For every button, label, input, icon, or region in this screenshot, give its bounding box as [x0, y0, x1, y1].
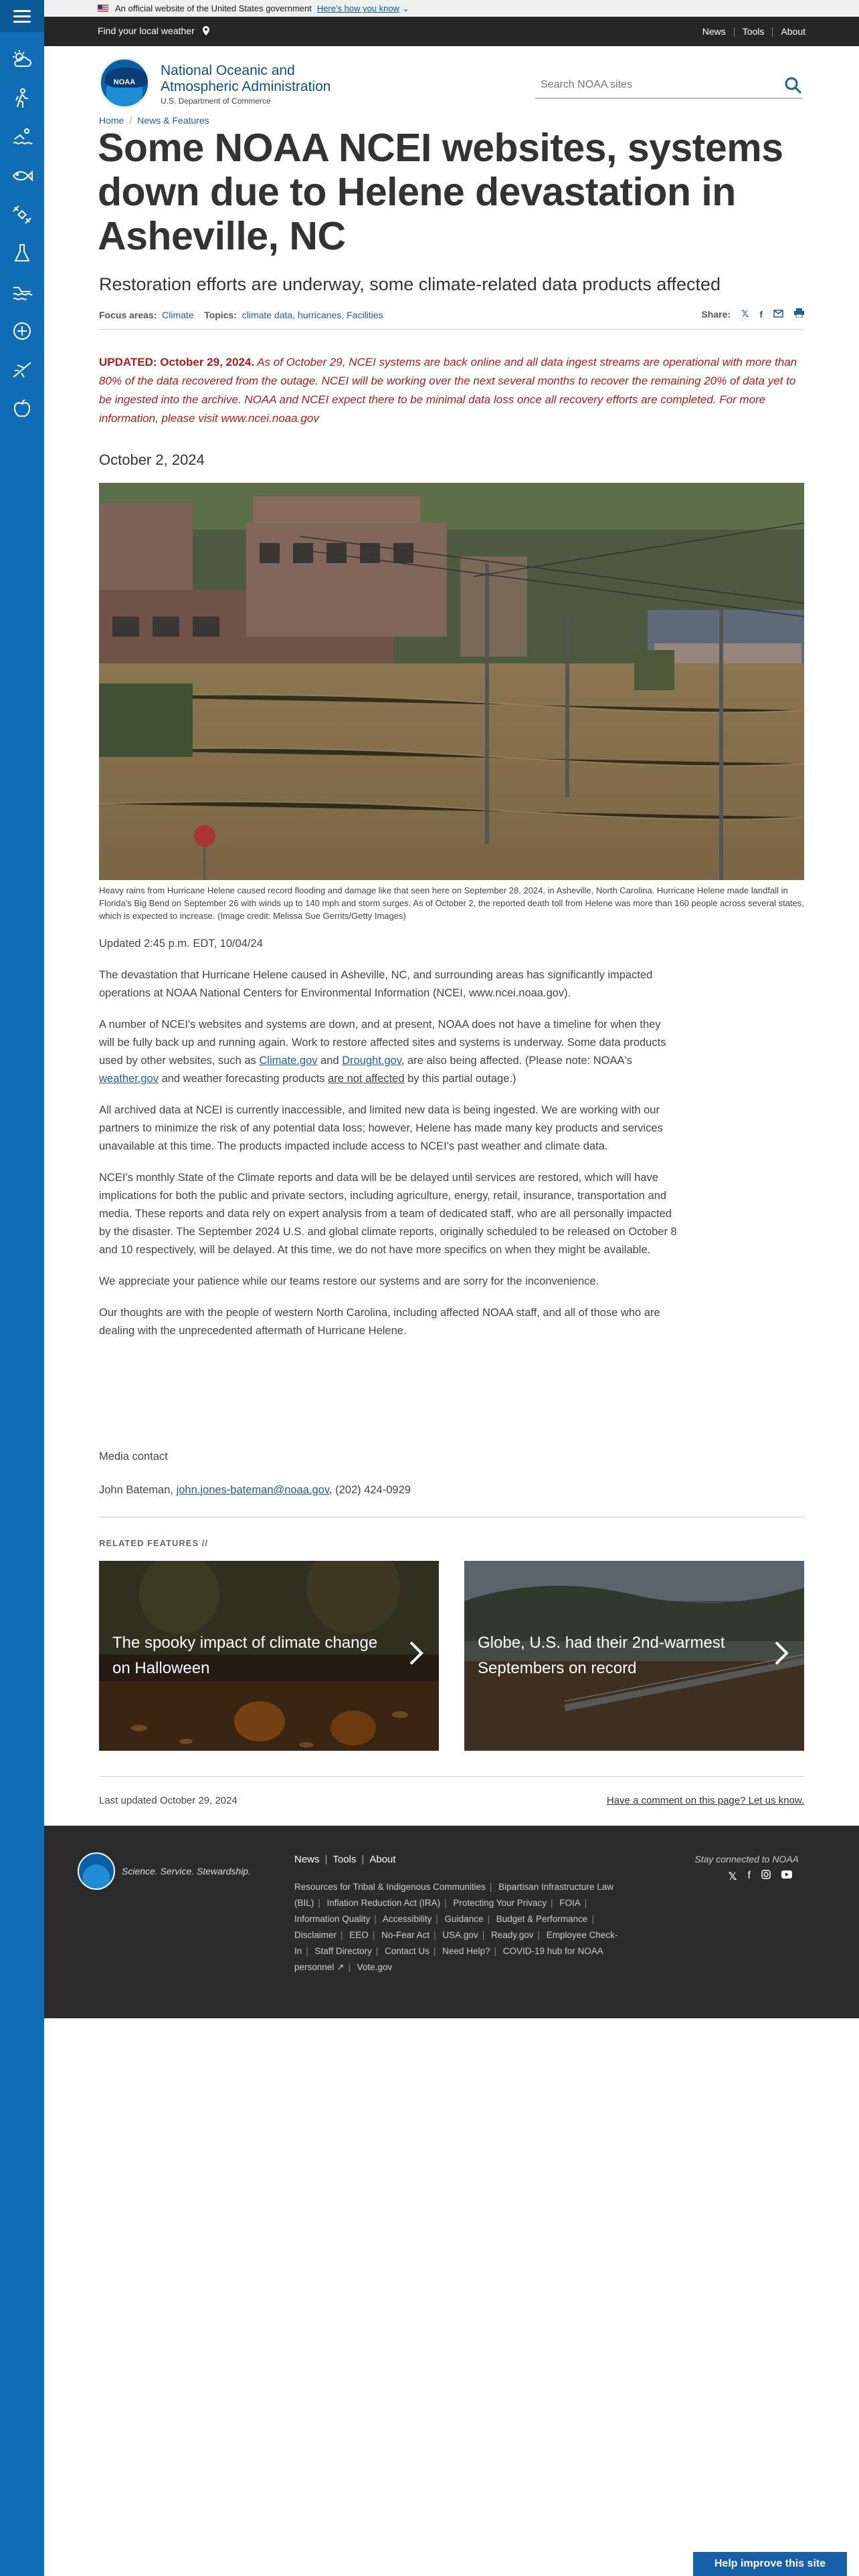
noaa-logo[interactable] [99, 58, 150, 108]
x-social-icon[interactable]: 𝕏 [728, 1871, 737, 1883]
paragraph: A number of NCEI's websites and systems are down, and at present, NOAA does not have a timeline for when they will be fully back up and running again. Work to restore affected sites and systems is underway. Some data products used by other websites, such as Climate.gov and Drought.gov, are also being affected. (Please note: NOAA's weather.gov and weather forecasting products are not affected by this partial outage.) [99, 1018, 666, 1085]
footer-about-link[interactable]: About [369, 1854, 396, 1865]
paragraph: Our thoughts are with the people of western North Carolina, including affected NOAA staff, and all of those who are dealing with the unprecedented aftermath of Hurricane Helene. [99, 1307, 660, 1337]
footer-link[interactable]: USA.gov [442, 1930, 478, 1940]
divider [772, 27, 773, 37]
update-date: UPDATED: October 29, 2024. [99, 356, 255, 368]
paragraph: We appreciate your patience while our teams restore our systems and are sorry for the inconvenience. [99, 1275, 599, 1287]
update-notice [99, 353, 804, 428]
gov-banner-text: An official website of the United States government [115, 3, 312, 13]
org-line-1: National Oceanic and [161, 63, 295, 78]
print-icon[interactable] [794, 308, 804, 320]
footer-link[interactable]: Contact Us [385, 1946, 430, 1956]
page-title: Some NOAA NCEI websites, systems down due to Helene devastation in Asheville, NC [98, 126, 783, 258]
heres-how-link[interactable]: Here's how you know [316, 3, 400, 13]
updated-time: Updated 2:45 p.m. EDT, 10/04/24 [99, 938, 263, 950]
facebook-share-icon[interactable]: f [759, 308, 763, 320]
paragraph: NCEI's monthly State of the Climate reports and data will be be delayed until services are restored, which will have implications for both the public and private sectors, including agriculture, energy, retail, insurance, transportation and media. These reports and data rely on expert analysis from a team of dedicated staff, who are all personally impacted by the disaster. The September 2024 U.S. and global climate reports, originally scheduled to be released on October 8 and 10 respectively, will be delayed. At this time, we do not have more specifics on when they might be available. [99, 1172, 677, 1256]
footer-link[interactable]: Disclaimer [294, 1930, 337, 1940]
paragraph: All archived data at NCEI is currently inaccessible, and limited new data is being ingested. We are working with our partners to minimize the risk of any potential data loss; however, Helene has made many key products and services unavailable at this time. The products impacted include access to NCEI's past weather and climate data. [99, 1104, 663, 1152]
topics-label: Topics: [204, 310, 237, 320]
card-title: Globe, U.S. had their 2nd-warmest Septembers on record [478, 1634, 725, 1677]
divider [99, 1776, 804, 1777]
media-contact-line: John Bateman, john.jones-bateman@noaa.gov, (202) 424-0929 [99, 1484, 411, 1496]
gov-banner [44, 0, 859, 17]
media-contact-label: Media contact [99, 1451, 168, 1463]
weather-gov-link[interactable]: weather.gov [99, 1073, 159, 1085]
fish-icon[interactable] [11, 165, 33, 187]
media-email-link[interactable]: john.jones-bateman@noaa.gov [176, 1484, 329, 1496]
org-line-3: U.S. Department of Commerce [161, 96, 271, 106]
footer-link[interactable]: Budget & Performance [496, 1914, 588, 1924]
footer-links: Resources for Tribal & Indigenous Communities | Bipartisan Infrastructure Law (BIL) | Inflation Reduction Act (IRA) | Protecting Your Privacy | FOIA | Information Quality | Accessibility | Guidance | Budget & Performance | Disclaimer | EEO | No-Fear Act | USA.gov | Ready.gov | Employee Check-In | Staff Directory | Contact Us | Need Help? | COVID-19 hub for NOAA personnel ↗ | Vote.gov [294, 1882, 618, 1972]
chevron-right-icon [408, 1640, 424, 1667]
footer-link[interactable]: Information Quality [294, 1914, 371, 1924]
x-share-icon[interactable]: 𝕏 [741, 308, 749, 319]
flood-photo [99, 483, 804, 880]
chevron-right-icon [773, 1640, 789, 1667]
footer-nav: News | Tools | About [294, 1854, 396, 1865]
focus-label: Focus areas: [99, 310, 157, 320]
footer-tagline: Science. Service. Stewardship. [122, 1866, 251, 1876]
youtube-social-icon[interactable] [781, 1870, 792, 1883]
comment-link[interactable]: Have a comment on this page? Let us know. [606, 1795, 804, 1806]
footer-link[interactable]: Protecting Your Privacy [453, 1898, 547, 1908]
focus-link[interactable]: Climate [162, 310, 194, 320]
menu-button[interactable] [0, 0, 44, 32]
local-weather-link[interactable] [98, 25, 209, 37]
article-meta [99, 310, 804, 320]
chevron-down-icon[interactable]: ⌄ [402, 3, 409, 13]
search-box [535, 74, 803, 99]
external-link-icon: ↗ [337, 1962, 345, 1972]
share-label: Share: [701, 308, 731, 320]
swimmer-icon[interactable] [11, 126, 33, 148]
search-icon[interactable] [784, 76, 803, 98]
stay-connected-label: Stay connected to NOAA [694, 1854, 799, 1864]
us-flag-icon [98, 5, 108, 12]
top-tools-link[interactable]: Tools [742, 26, 765, 37]
footer-link[interactable]: Need Help? [442, 1946, 490, 1956]
page-subtitle: Restoration efforts are underway, some climate-related data products affected [99, 274, 721, 294]
apple-icon[interactable] [11, 397, 33, 420]
card-title: The spooky impact of climate change on Halloween [112, 1634, 378, 1677]
hiker-icon[interactable] [11, 87, 33, 110]
climate-gov-link[interactable]: Climate.gov [259, 1055, 318, 1067]
location-pin-icon [203, 26, 209, 37]
top-bar [44, 17, 859, 46]
footer-noaa-logo[interactable] [78, 1852, 115, 1890]
photo-caption: Heavy rains from Hurricane Helene caused record flooding and damage like that seen here on September 28, 2024, in Asheville, North Carolina. Hurricane Helene made landfall in Florida's Big Bend on September 26 with winds up to 140 mph and storm surges. As of October 2, the reported death toll from Helene was more than 160 people across several states, which is expected to increase. (Image credit: Melissa Sue Gerrits/Getty Images) [99, 885, 804, 921]
share-bar [701, 308, 804, 320]
social-links [729, 1870, 792, 1883]
footer-tools-link[interactable]: Tools [332, 1854, 357, 1865]
instagram-social-icon[interactable] [761, 1870, 771, 1883]
paragraph: The devastation that Hurricane Helene caused in Asheville, NC, and surrounding areas has significantly impacted operations at NOAA National Centers for Environmental Information (NCEI, www.ncei.noaa.gov). [99, 969, 653, 999]
site-footer [44, 1826, 859, 2018]
search-input[interactable] [535, 74, 763, 96]
breadcrumb: Home / News & Features [99, 115, 209, 126]
footer-link[interactable]: Bipartisan Infrastructure Law (BIL) [294, 1882, 614, 1908]
footer-link[interactable]: Ready.gov [490, 1930, 534, 1940]
coast-icon[interactable] [11, 281, 33, 304]
beaker-icon[interactable] [11, 242, 33, 265]
footer-link[interactable]: Inflation Reduction Act (IRA) [326, 1898, 441, 1908]
breadcrumb-home[interactable]: Home [99, 115, 124, 126]
footer-link[interactable]: Accessibility [382, 1914, 432, 1924]
footer-link[interactable]: COVID-19 hub for NOAA personnel [294, 1946, 603, 1972]
footer-link[interactable]: FOIA [559, 1898, 581, 1908]
drought-gov-link[interactable]: Drought.gov [342, 1055, 401, 1067]
footer-link[interactable]: EEO [349, 1930, 369, 1940]
facebook-social-icon[interactable]: f [747, 1870, 751, 1881]
footer-link[interactable]: Guidance [444, 1914, 484, 1924]
article-body [99, 935, 677, 1354]
publish-date: October 2, 2024 [99, 451, 205, 468]
weather-icon[interactable] [11, 48, 33, 71]
left-rail [0, 0, 44, 2576]
media-contact [99, 1447, 411, 1499]
local-weather-label: Find your local weather [98, 25, 195, 36]
footer-link[interactable]: Resources for Tribal & Indigenous Communities [294, 1882, 486, 1892]
divider [734, 27, 735, 37]
footer-link[interactable]: Staff Directory [314, 1946, 372, 1956]
footer-link[interactable]: Vote.gov [357, 1962, 393, 1972]
footer-link[interactable]: No-Fear Act [381, 1930, 430, 1940]
related-card-september[interactable] [464, 1561, 804, 1751]
divider [99, 329, 804, 330]
satellite-icon[interactable] [11, 203, 33, 226]
logo-text: NOAA [113, 78, 136, 86]
top-about-link[interactable]: About [781, 26, 805, 37]
related-card-halloween[interactable] [99, 1561, 439, 1751]
shield-icon[interactable] [11, 320, 33, 342]
top-news-link[interactable]: News [702, 26, 726, 37]
org-line-2: Atmospheric Administration [161, 79, 331, 94]
footer-link[interactable]: Employee Check-In [294, 1930, 618, 1956]
footer-news-link[interactable]: News [294, 1854, 320, 1865]
plane-icon[interactable] [11, 358, 33, 381]
topics-links[interactable]: climate data, hurricanes, Facilities [242, 310, 383, 320]
email-share-icon[interactable] [773, 309, 783, 320]
last-updated: Last updated October 29, 2024 [99, 1795, 237, 1806]
related-features-heading: RELATED FEATURES // [99, 1538, 208, 1548]
org-name[interactable] [161, 63, 330, 106]
breadcrumb-news[interactable]: News & Features [137, 115, 209, 126]
help-improve-button[interactable]: Help improve this site [693, 2552, 847, 2576]
update-text: As of October 29, NCEI systems are back online and all data ingest streams are operational with more than 80% of the data recovered from the outage. NCEI will be working over the next several months to recover the remaining 20% of data yet to be ingested into the archive. NOAA and NCEI expect there to be minimal data loss once all recovery efforts are completed. For more information, please visit www.ncei.noaa.gov [99, 356, 797, 425]
